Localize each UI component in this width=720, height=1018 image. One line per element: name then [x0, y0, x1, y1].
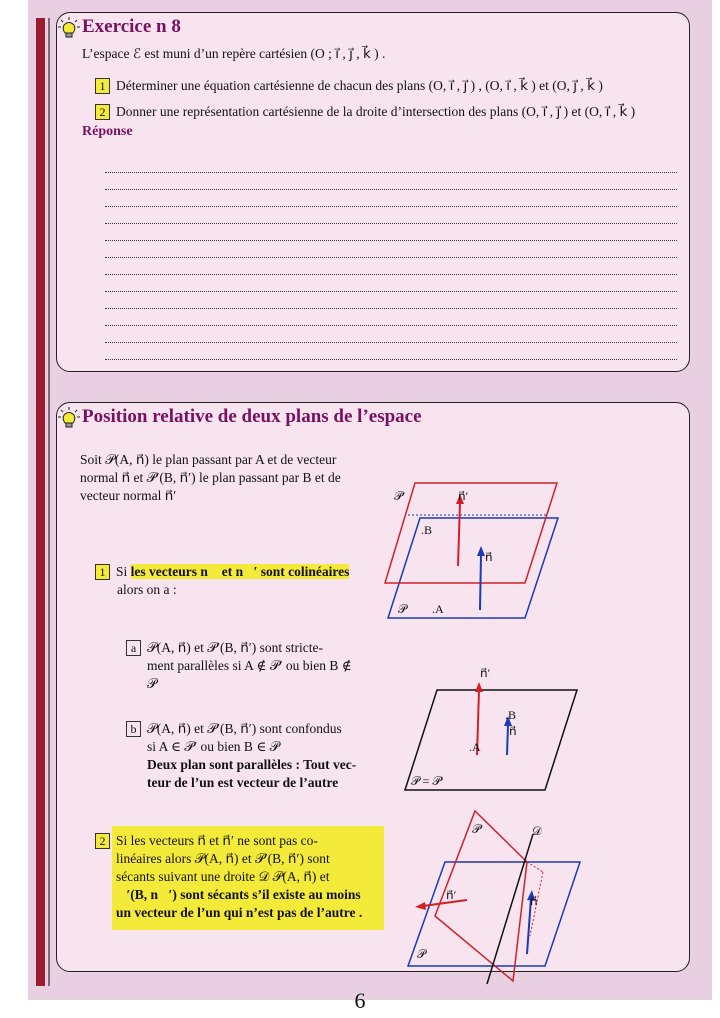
- case-a-line-3: 𝒫: [147, 676, 157, 691]
- case-b-label: b: [126, 721, 141, 737]
- line-d: [487, 834, 533, 984]
- label-n-prime: n⃗′: [458, 489, 469, 503]
- answer-line: [105, 172, 677, 173]
- answer-line: [105, 240, 677, 241]
- case-a: [126, 639, 323, 657]
- case-b: [126, 720, 342, 738]
- arrowhead: [475, 682, 483, 692]
- question-2-text: Donner une représentation cartésienne de la droite d’intersection des plans (O, i⃗ , j⃗ ) et (O, i⃗ , k⃗ ): [116, 104, 636, 119]
- lightbulb-icon: [58, 406, 80, 430]
- case-1-prefix: Si: [116, 564, 131, 579]
- case-1-highlight: les vecteurs n⃗ et n⃗′ sont colinéaires: [130, 564, 350, 579]
- vector-n: [480, 554, 481, 610]
- plane-p: [388, 518, 558, 618]
- exercise-box: [56, 12, 690, 372]
- question-2-number: 2: [95, 104, 110, 120]
- label-point-b: .B: [505, 708, 517, 722]
- exercise-intro: L’espace ℰ est muni d’un repère cartésien (O ; i⃗ , j⃗ , k⃗ ) .: [82, 46, 386, 61]
- answer-line: [105, 206, 677, 207]
- case-1-suffix: alors on a :: [117, 582, 177, 597]
- exercise-title: Exercice n 8: [82, 16, 181, 37]
- case-2: [95, 832, 318, 850]
- answer-line: [105, 274, 677, 275]
- answer-line: [105, 223, 677, 224]
- label-n-prime: n⃗′: [446, 888, 457, 902]
- vector-n-prime: [423, 900, 467, 906]
- question-1-number: 1: [95, 78, 110, 94]
- case-b-line-3: Deux plan sont parallèles : Tout vec-: [147, 757, 357, 772]
- case-2-line-2: linéaires alors 𝒫(A, n⃗) et 𝒫′(B, n⃗′) sont: [116, 851, 330, 866]
- label-plane-p: 𝒫: [398, 602, 407, 616]
- label-point-b: .B: [421, 523, 433, 537]
- plane-p: [408, 862, 580, 966]
- answer-line: [105, 291, 677, 292]
- question-1: [95, 77, 603, 95]
- response-label: Réponse: [82, 124, 133, 139]
- label-plane-p-prime: 𝒫′: [472, 822, 484, 836]
- arrowhead: [415, 902, 426, 910]
- label-n: n⃗: [530, 894, 538, 908]
- lightbulb-icon: [58, 16, 80, 40]
- answer-line: [105, 257, 677, 258]
- case-2-line-5: un vecteur de l’un qui n’est pas de l’autre .: [116, 905, 363, 920]
- case-a-line-1: 𝒫(A, n⃗) et 𝒫′(B, n⃗′) sont stricte-: [147, 640, 323, 655]
- question-2: [95, 103, 687, 121]
- section-intro-line-2: normal n⃗ et 𝒫′(B, n⃗′) le plan passant par B et de: [80, 470, 341, 485]
- question-1-text: Déterminer une équation cartésienne de chacun des plans (O, i⃗ , j⃗ ) , (O, i⃗ , k⃗ ) et (O, j⃗ , k⃗ ): [116, 78, 603, 93]
- case-2-line-1: Si les vecteurs n⃗ et n⃗′ ne sont pas co-: [116, 833, 318, 848]
- label-plane-equality: 𝒫 = 𝒫′: [411, 774, 444, 788]
- label-line-d: 𝒟: [532, 824, 542, 838]
- answer-line: [105, 308, 677, 309]
- label-n: n⃗: [485, 550, 493, 564]
- vector-n-prime: [458, 502, 460, 566]
- answer-line: [105, 342, 677, 343]
- label-point-a: .A: [469, 740, 481, 754]
- figure-secant-planes: [405, 806, 590, 986]
- plane-p-prime: [385, 483, 557, 583]
- label-plane-p-prime: 𝒫′: [394, 489, 406, 503]
- section-intro-line-1: Soit 𝒫(A, n⃗) le plan passant par A et de vecteur: [80, 452, 337, 467]
- case-1-number: 1: [95, 564, 110, 580]
- answer-line: [105, 325, 677, 326]
- label-plane-p: 𝒫: [417, 947, 426, 961]
- case-2-line-4: 𝒫′(B, n⃗′) sont sécants s’il existe au moins: [116, 887, 361, 902]
- case-2-line-3: sécants suivant une droite 𝒟 𝒫(A, n⃗) et: [116, 869, 330, 884]
- margin-line: [48, 18, 50, 986]
- case-a-line-2: ment parallèles si A ∉ 𝒫′ ou bien B ∉: [147, 658, 352, 673]
- label-point-a: .A: [432, 602, 444, 616]
- case-1: [95, 563, 349, 581]
- case-b-line-2: si A ∈ 𝒫′ ou bien B ∈ 𝒫: [147, 739, 280, 754]
- case-2-number: 2: [95, 833, 110, 849]
- hidden-edge: [527, 862, 543, 872]
- label-n: n⃗: [509, 724, 517, 738]
- answer-line: [105, 189, 677, 190]
- margin-bar: [36, 18, 45, 986]
- answer-line: [105, 359, 677, 360]
- arrowhead: [477, 546, 485, 556]
- vector-n: [507, 724, 508, 755]
- section-title: Position relative de deux plans de l’espace: [82, 406, 422, 427]
- case-b-line-4: teur de l’un est vecteur de l’autre: [147, 775, 339, 790]
- case-a-label: a: [126, 640, 141, 656]
- page-number: 6: [354, 988, 366, 1013]
- case-b-line-1: 𝒫(A, n⃗) et 𝒫′(B, n⃗′) sont confondus: [147, 721, 342, 736]
- section-intro-line-3: vecteur normal n⃗′: [80, 488, 177, 503]
- label-n-prime: n⃗′: [480, 666, 491, 680]
